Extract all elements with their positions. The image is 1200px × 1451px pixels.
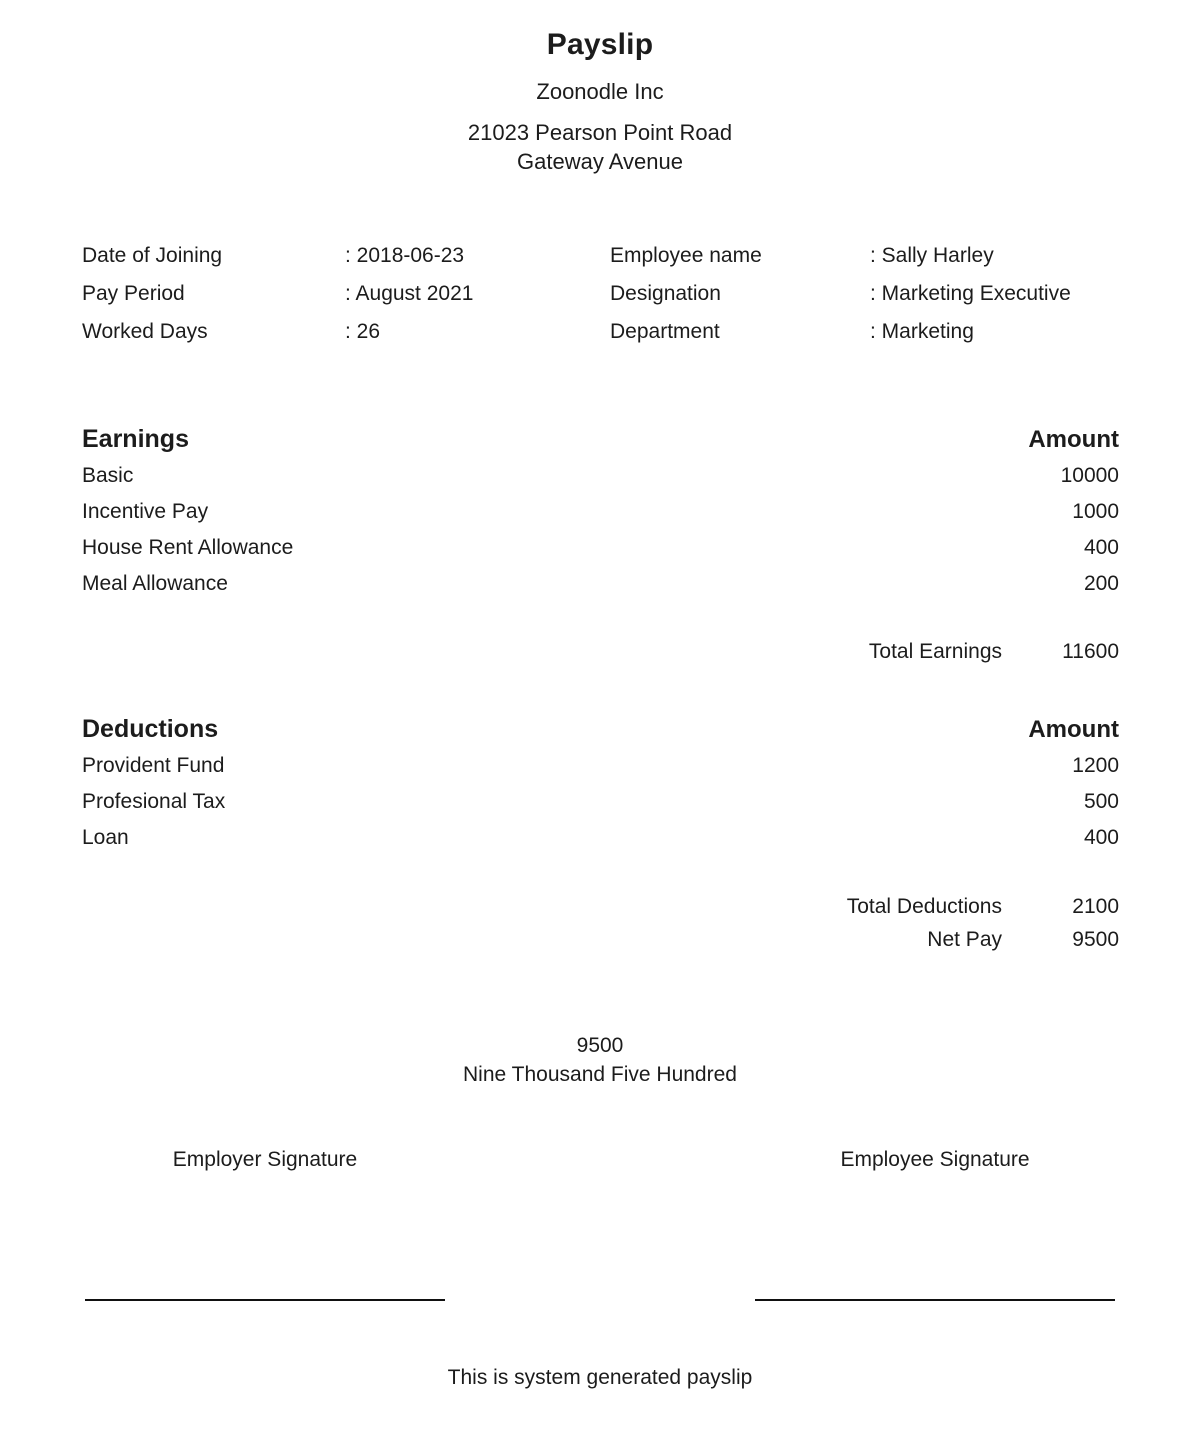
table-row bbox=[82, 464, 1119, 500]
address-line-2: Gateway Avenue bbox=[517, 149, 683, 174]
footer-note: This is system generated payslip bbox=[447, 1366, 753, 1389]
table-row bbox=[82, 536, 1119, 572]
employee-signature-label: Employee Signature bbox=[840, 1148, 1030, 1171]
earnings-rows bbox=[82, 464, 1119, 608]
info-value-employee-name: : Sally Harley bbox=[870, 244, 994, 267]
info-label-employee-name: Employee name bbox=[610, 244, 762, 267]
total-deductions-label: Total Deductions bbox=[846, 895, 1002, 918]
earnings-header bbox=[82, 425, 1119, 454]
info-label-department: Department bbox=[610, 320, 720, 343]
table-row bbox=[82, 500, 1119, 536]
net-pay-row bbox=[82, 928, 1119, 952]
deductions-amount-header: Amount bbox=[1028, 716, 1119, 743]
info-value-worked-days: : 26 bbox=[345, 320, 381, 343]
deduction-label: Profesional Tax bbox=[82, 790, 226, 813]
total-deductions-amount: 2100 bbox=[1072, 895, 1119, 918]
company-address bbox=[0, 118, 1200, 176]
info-value-date-of-joining: : 2018-06-23 bbox=[345, 244, 465, 267]
payslip-header bbox=[0, 28, 1200, 176]
page-title: Payslip bbox=[546, 28, 654, 61]
info-label-designation: Designation bbox=[610, 282, 721, 305]
info-value-pay-period: : August 2021 bbox=[345, 282, 474, 305]
earning-label: House Rent Allowance bbox=[82, 536, 294, 559]
employer-signature-line bbox=[85, 1299, 445, 1301]
info-label-worked-days: Worked Days bbox=[82, 320, 208, 343]
net-pay-amount: 9500 bbox=[1072, 928, 1119, 951]
earning-amount: 400 bbox=[1083, 536, 1119, 559]
company-name: Zoonodle Inc bbox=[536, 79, 664, 104]
employer-signature-label: Employer Signature bbox=[172, 1148, 358, 1171]
deductions-heading: Deductions bbox=[82, 715, 219, 743]
table-row bbox=[82, 826, 1119, 862]
earning-label: Incentive Pay bbox=[82, 500, 209, 523]
net-pay-label: Net Pay bbox=[927, 928, 1002, 951]
total-earnings-label: Total Earnings bbox=[868, 640, 1002, 663]
total-earnings-amount: 11600 bbox=[1062, 640, 1119, 663]
deduction-amount: 1200 bbox=[1072, 754, 1119, 777]
table-row bbox=[82, 754, 1119, 790]
table-row bbox=[82, 790, 1119, 826]
earnings-heading: Earnings bbox=[82, 425, 189, 453]
table-row bbox=[82, 572, 1119, 608]
total-deductions-row bbox=[82, 895, 1119, 919]
total-earnings-row bbox=[82, 640, 1119, 664]
info-value-designation: : Marketing Executive bbox=[870, 282, 1071, 305]
earning-amount: 10000 bbox=[1060, 464, 1119, 487]
deductions-header bbox=[82, 715, 1119, 744]
earning-label: Meal Allowance bbox=[82, 572, 228, 595]
earning-amount: 200 bbox=[1083, 572, 1119, 595]
deduction-amount: 400 bbox=[1083, 826, 1119, 849]
info-label-date-of-joining: Date of Joining bbox=[82, 244, 223, 267]
net-pay-numeric: 9500 bbox=[576, 1034, 624, 1057]
employee-info-grid bbox=[82, 241, 1140, 355]
earning-amount: 1000 bbox=[1072, 500, 1119, 523]
earning-label: Basic bbox=[82, 464, 134, 487]
deduction-label: Loan bbox=[82, 826, 129, 849]
net-pay-words: Nine Thousand Five Hundred bbox=[463, 1063, 737, 1086]
deduction-label: Provident Fund bbox=[82, 754, 225, 777]
deductions-rows bbox=[82, 754, 1119, 862]
info-value-department: : Marketing bbox=[870, 320, 974, 343]
earnings-amount-header: Amount bbox=[1028, 426, 1119, 453]
deduction-amount: 500 bbox=[1083, 790, 1119, 813]
info-label-pay-period: Pay Period bbox=[82, 282, 185, 305]
employee-signature-line bbox=[755, 1299, 1115, 1301]
address-line-1: 21023 Pearson Point Road bbox=[467, 120, 733, 145]
net-pay-summary bbox=[0, 1031, 1200, 1089]
